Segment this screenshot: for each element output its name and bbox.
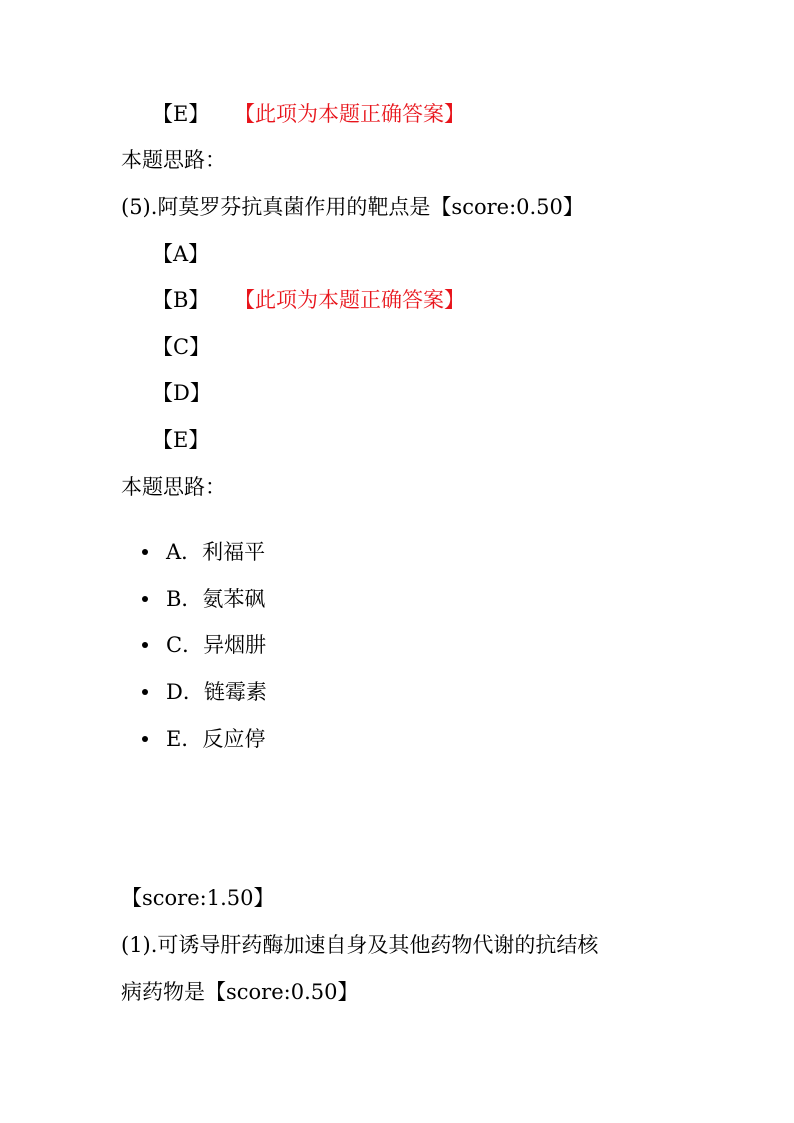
list-item bbox=[142, 678, 267, 706]
list-item bbox=[142, 538, 265, 566]
correct-answer-mark: 【此项为本题正确答案】 bbox=[234, 102, 465, 126]
group-score: 【score:1.50】 bbox=[121, 886, 275, 910]
list-item bbox=[142, 585, 265, 613]
option-c bbox=[152, 333, 234, 361]
option-a bbox=[152, 240, 234, 268]
bullet-icon bbox=[142, 642, 148, 648]
choice-text: B．氨苯砜 bbox=[166, 587, 266, 611]
question-stem: (1).可诱导肝药酶加速自身及其他药物代谢的抗结核 bbox=[121, 933, 599, 957]
prev-option-e bbox=[152, 100, 465, 128]
list-item bbox=[142, 631, 266, 659]
choice-text: E．反应停 bbox=[166, 727, 266, 751]
bullet-icon bbox=[142, 689, 148, 695]
option-key: 【E】 bbox=[152, 428, 210, 452]
choice-text: D．链霉素 bbox=[166, 680, 267, 704]
list-item bbox=[142, 725, 265, 753]
question-stem: (5).阿莫罗芬抗真菌作用的靶点是【score:0.50】 bbox=[121, 195, 584, 219]
option-key: 【D】 bbox=[152, 381, 211, 405]
option-key: 【C】 bbox=[152, 335, 211, 359]
option-key: 【B】 bbox=[152, 288, 210, 312]
choice-text: A．利福平 bbox=[166, 540, 266, 564]
option-e bbox=[152, 426, 234, 454]
correct-answer-mark: 【此项为本题正确答案】 bbox=[234, 288, 465, 312]
option-b bbox=[152, 286, 465, 314]
bullet-icon bbox=[142, 736, 148, 742]
option-d bbox=[152, 379, 234, 407]
option-key: 【E】 bbox=[152, 102, 210, 126]
bullet-icon bbox=[142, 596, 148, 602]
choice-text: C．异烟肼 bbox=[166, 633, 267, 657]
analysis-label: 本题思路： bbox=[121, 475, 226, 499]
option-key: 【A】 bbox=[152, 242, 210, 266]
analysis-label: 本题思路： bbox=[121, 148, 226, 172]
bullet-icon bbox=[142, 549, 148, 555]
question-stem-continuation: 病药物是【score:0.50】 bbox=[121, 980, 359, 1004]
